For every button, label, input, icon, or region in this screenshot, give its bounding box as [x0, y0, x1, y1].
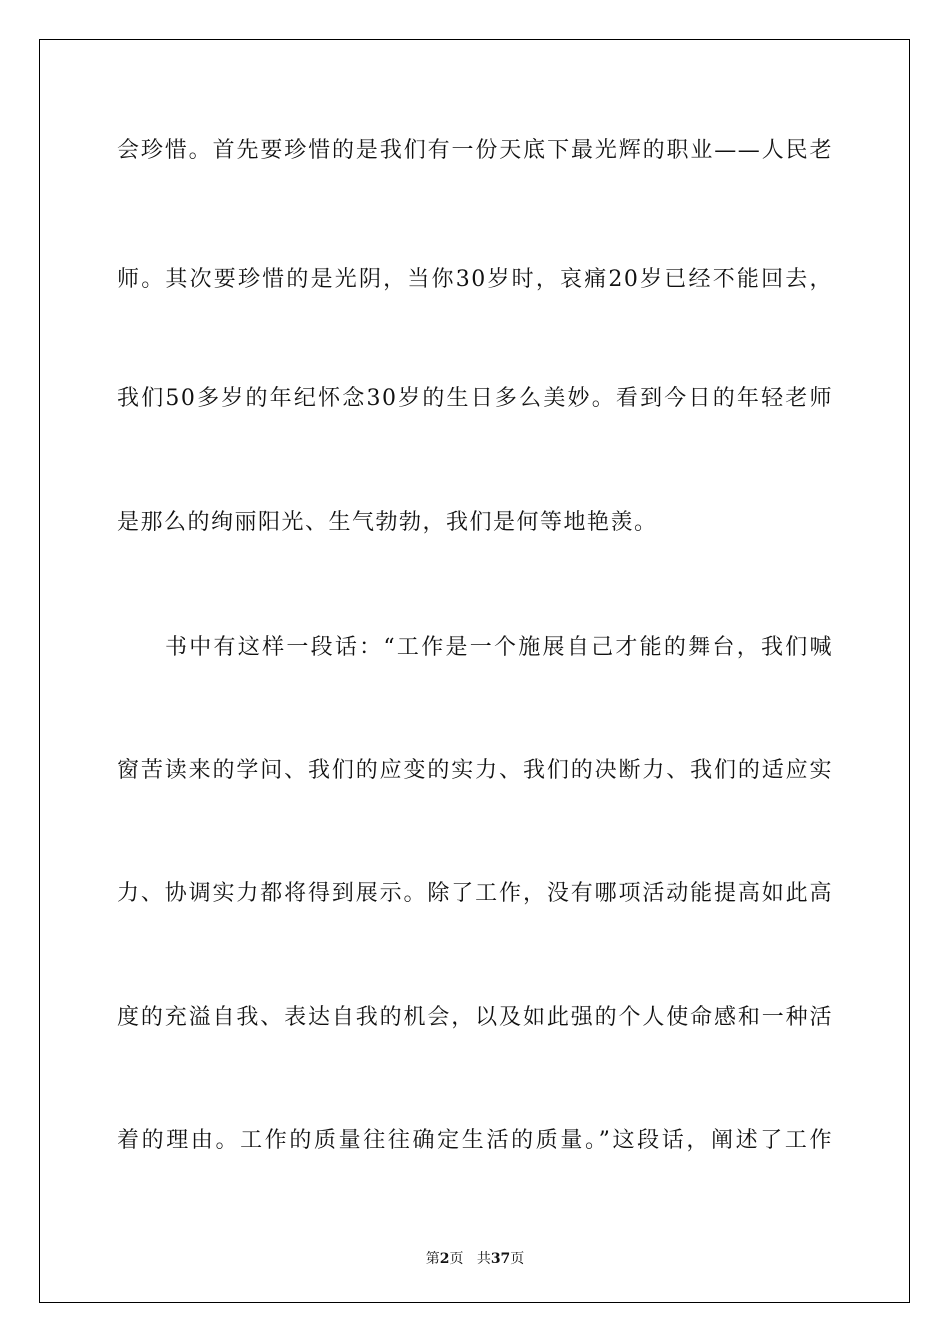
total-pages: 37	[490, 1251, 511, 1267]
body-line-7: 力、协调实力都将得到展示。除了工作，没有哪项活动能提高如此高	[117, 881, 833, 906]
body-line-5: 书中有这样一段话：“工作是一个施展自己才能的舞台，我们喊	[165, 635, 833, 660]
page-number: 2	[439, 1251, 450, 1267]
page-footer	[0, 1248, 950, 1268]
body-line-8: 度的充溢自我、表达自我的机会，以及如此强的个人使命感和一种活	[117, 1005, 833, 1030]
total-prefix: 共	[476, 1251, 491, 1267]
body-line-4: 是那么的绚丽阳光、生气勃勃，我们是何等地艳羡。	[117, 510, 658, 535]
page-prefix: 第	[425, 1251, 440, 1267]
page-frame	[39, 39, 910, 1303]
body-line-6: 窗苦读来的学问、我们的应变的实力、我们的决断力、我们的适应实	[117, 758, 833, 783]
body-line-2: 师。其次要珍惜的是光阴，当你30岁时，哀痛20岁已经不能回去，	[117, 267, 833, 292]
body-line-3: 我们50多岁的年纪怀念30岁的生日多么美妙。看到今日的年轻老师	[117, 386, 833, 411]
page-suffix: 页	[449, 1251, 464, 1267]
body-line-1: 会珍惜。首先要珍惜的是我们有一份天底下最光辉的职业——人民老	[117, 138, 833, 163]
total-suffix: 页	[510, 1251, 525, 1267]
body-line-9: 着的理由。工作的质量往往确定生活的质量。”这段话，阐述了工作	[117, 1128, 833, 1153]
